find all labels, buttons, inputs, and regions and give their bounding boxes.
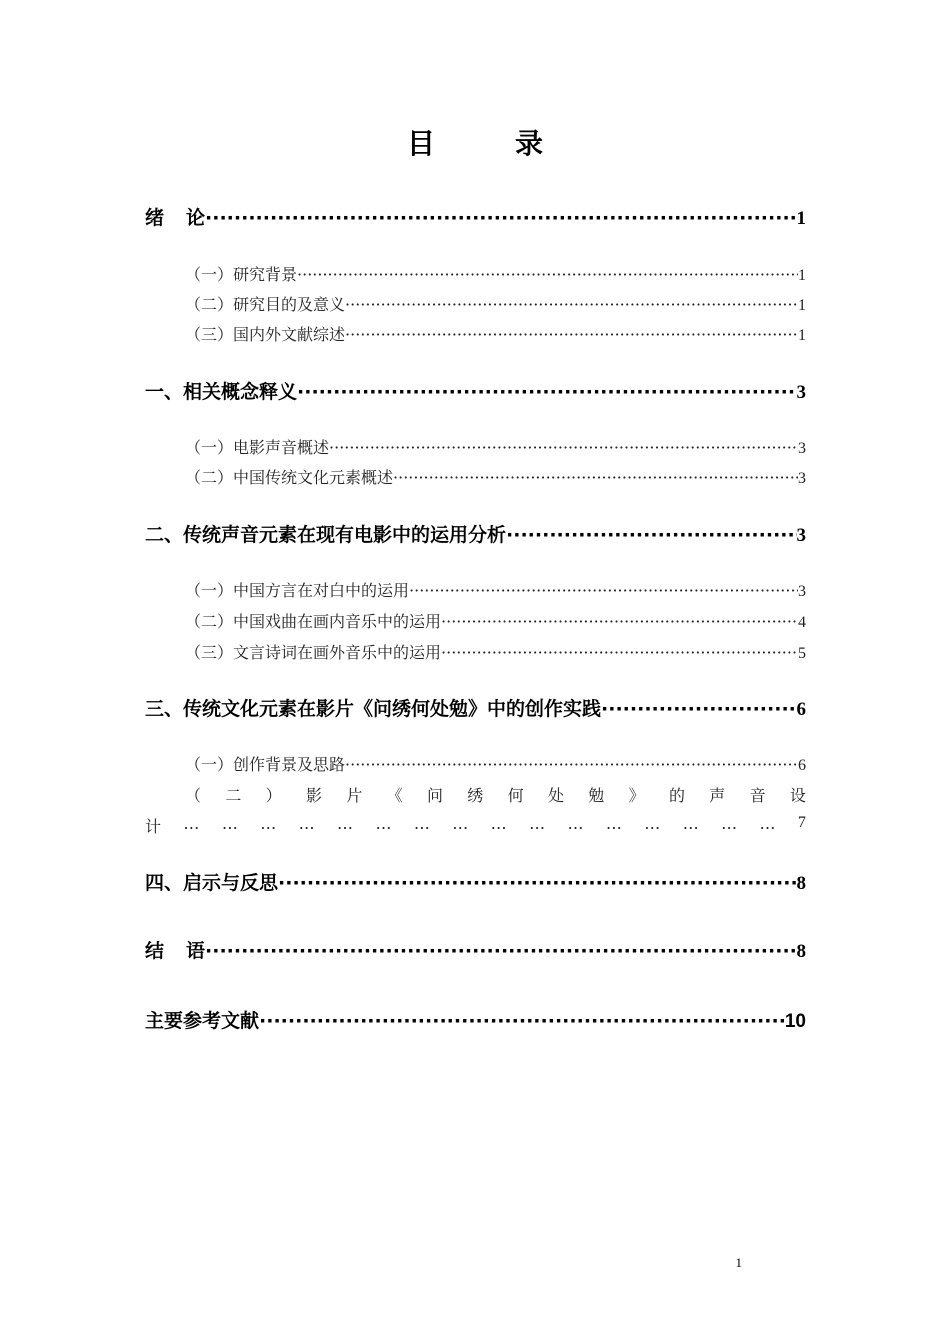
leader-dots (345, 295, 798, 314)
toc-char: 《 (386, 786, 403, 805)
toc-entry-2-1[interactable] (185, 578, 806, 602)
leader-dots (345, 325, 798, 344)
toc-char: 的 (668, 786, 685, 805)
leader-dots: … (337, 814, 354, 833)
toc-char: （ (185, 786, 202, 805)
toc-char: 问 (426, 786, 443, 805)
toc-page-number: 5 (798, 645, 806, 662)
toc-label: 四、启示与反思 (145, 872, 279, 894)
toc-page-number: 1 (798, 267, 806, 284)
toc-label: （二）中国戏曲在画内音乐中的运用 (185, 612, 442, 631)
leader-dots (393, 468, 798, 487)
toc-label: （一）电影声音概述 (185, 438, 330, 457)
leader-dots: … (759, 814, 776, 833)
toc-char: 设 (789, 786, 806, 805)
leader-dots: … (260, 814, 277, 833)
leader-dots (297, 381, 796, 403)
toc-label: （一）创作背景及思路 (185, 755, 346, 774)
toc-entry-2-3[interactable] (185, 640, 806, 664)
toc-page-number: 10 (784, 1011, 806, 1032)
leader-dots: … (490, 814, 507, 833)
leader-dots (409, 581, 798, 600)
toc-page-number: 4 (798, 614, 806, 631)
toc-page-number: 3 (798, 440, 806, 457)
toc-entry-literature-review[interactable] (185, 322, 806, 346)
page-title: 目 录 (406, 127, 569, 160)
leader-dots (601, 698, 796, 720)
leader-dots (345, 755, 798, 774)
leader-dots (441, 612, 798, 631)
toc-page-number: 6 (796, 699, 806, 720)
leader-dots: … (298, 814, 315, 833)
toc-char: 影 (305, 786, 322, 805)
toc-page-number: 6 (798, 757, 806, 774)
leader-dots (297, 265, 798, 284)
toc-label: 主要参考文献 (145, 1010, 260, 1032)
toc-entry-1-2[interactable] (185, 465, 806, 489)
leader-dots: … (375, 814, 392, 833)
toc-entry-1-1[interactable] (185, 435, 806, 459)
toc-page-number: 3 (796, 382, 806, 403)
toc-label-part: 论 (186, 207, 206, 229)
toc-entry-research-background[interactable] (185, 262, 806, 286)
leader-dots (278, 872, 796, 894)
toc-label-part: 结 (145, 940, 187, 962)
leader-dots: … (605, 814, 622, 833)
toc-page-number: 3 (798, 583, 806, 600)
toc-entry-2-2[interactable] (185, 609, 806, 633)
toc-label-part: 绪 (145, 207, 187, 229)
toc-entry-references[interactable] (145, 1006, 806, 1034)
toc-entry-introduction[interactable] (145, 203, 806, 231)
toc-char: 片 (346, 786, 363, 805)
toc-char: 声 (709, 786, 726, 805)
leader-dots: … (567, 814, 584, 833)
toc-label: 三、传统文化元素在影片《问绣何处勉》中的创作实践 (145, 698, 602, 720)
leader-dots: … (721, 814, 738, 833)
toc-char: 音 (749, 786, 766, 805)
toc-entry-3-2-line2[interactable] (145, 814, 806, 837)
toc-page-number: 8 (796, 941, 806, 962)
toc-entry-chapter-3[interactable] (145, 694, 806, 722)
leader-dots: … (682, 814, 699, 833)
toc-entry-chapter-2[interactable] (145, 520, 806, 548)
leader-dots (329, 438, 798, 457)
leader-dots (441, 643, 798, 662)
toc-char: 绣 (467, 786, 484, 805)
toc-page-number: 7 (797, 814, 806, 831)
toc-char: 计 (145, 817, 162, 836)
footer-page-number: 1 (735, 1255, 742, 1270)
toc-label: （一）研究背景 (185, 265, 298, 284)
toc-char: 处 (547, 786, 564, 805)
toc-char: 何 (507, 786, 524, 805)
leader-dots: … (183, 814, 200, 833)
leader-dots (205, 207, 796, 229)
toc-label: （二）中国传统文化元素概述 (185, 468, 394, 487)
leader-dots: … (221, 814, 238, 833)
toc-entry-chapter-4[interactable] (145, 868, 806, 896)
toc-page-number: 1 (796, 208, 806, 229)
leader-dots: … (413, 814, 430, 833)
toc-page-number: 1 (798, 297, 806, 314)
leader-dots: … (452, 814, 469, 833)
toc-char: 》 (628, 786, 645, 805)
toc-label: （三）国内外文献综述 (185, 325, 346, 344)
toc-char: 勉 (588, 786, 605, 805)
toc-label: 一、相关概念释义 (145, 381, 298, 403)
toc-page-number: 8 (796, 873, 806, 894)
toc-page-number: 3 (798, 470, 806, 487)
toc-label: （二）研究目的及意义 (185, 295, 346, 314)
toc-entry-3-2-line1[interactable] (185, 783, 806, 806)
leader-dots: … (644, 814, 661, 833)
toc-page-number: 3 (796, 525, 806, 546)
toc-entry-chapter-1[interactable] (145, 377, 806, 405)
toc-char: 二 (225, 786, 242, 805)
toc-char: ） (265, 786, 282, 805)
toc-page-number: 1 (798, 327, 806, 344)
toc-label: （三）文言诗词在画外音乐中的运用 (185, 643, 442, 662)
toc-label-part: 语 (186, 940, 206, 962)
toc-entry-conclusion[interactable] (145, 936, 806, 964)
leader-dots (259, 1010, 785, 1032)
leader-dots (205, 940, 796, 962)
leader-dots: … (529, 814, 546, 833)
toc-entry-3-1[interactable] (185, 752, 806, 776)
toc-entry-research-purpose[interactable] (185, 292, 806, 316)
toc-label: （一）中国方言在对白中的运用 (185, 581, 410, 600)
leader-dots (506, 524, 796, 546)
toc-label: 二、传统声音元素在现有电影中的运用分析 (145, 524, 507, 546)
